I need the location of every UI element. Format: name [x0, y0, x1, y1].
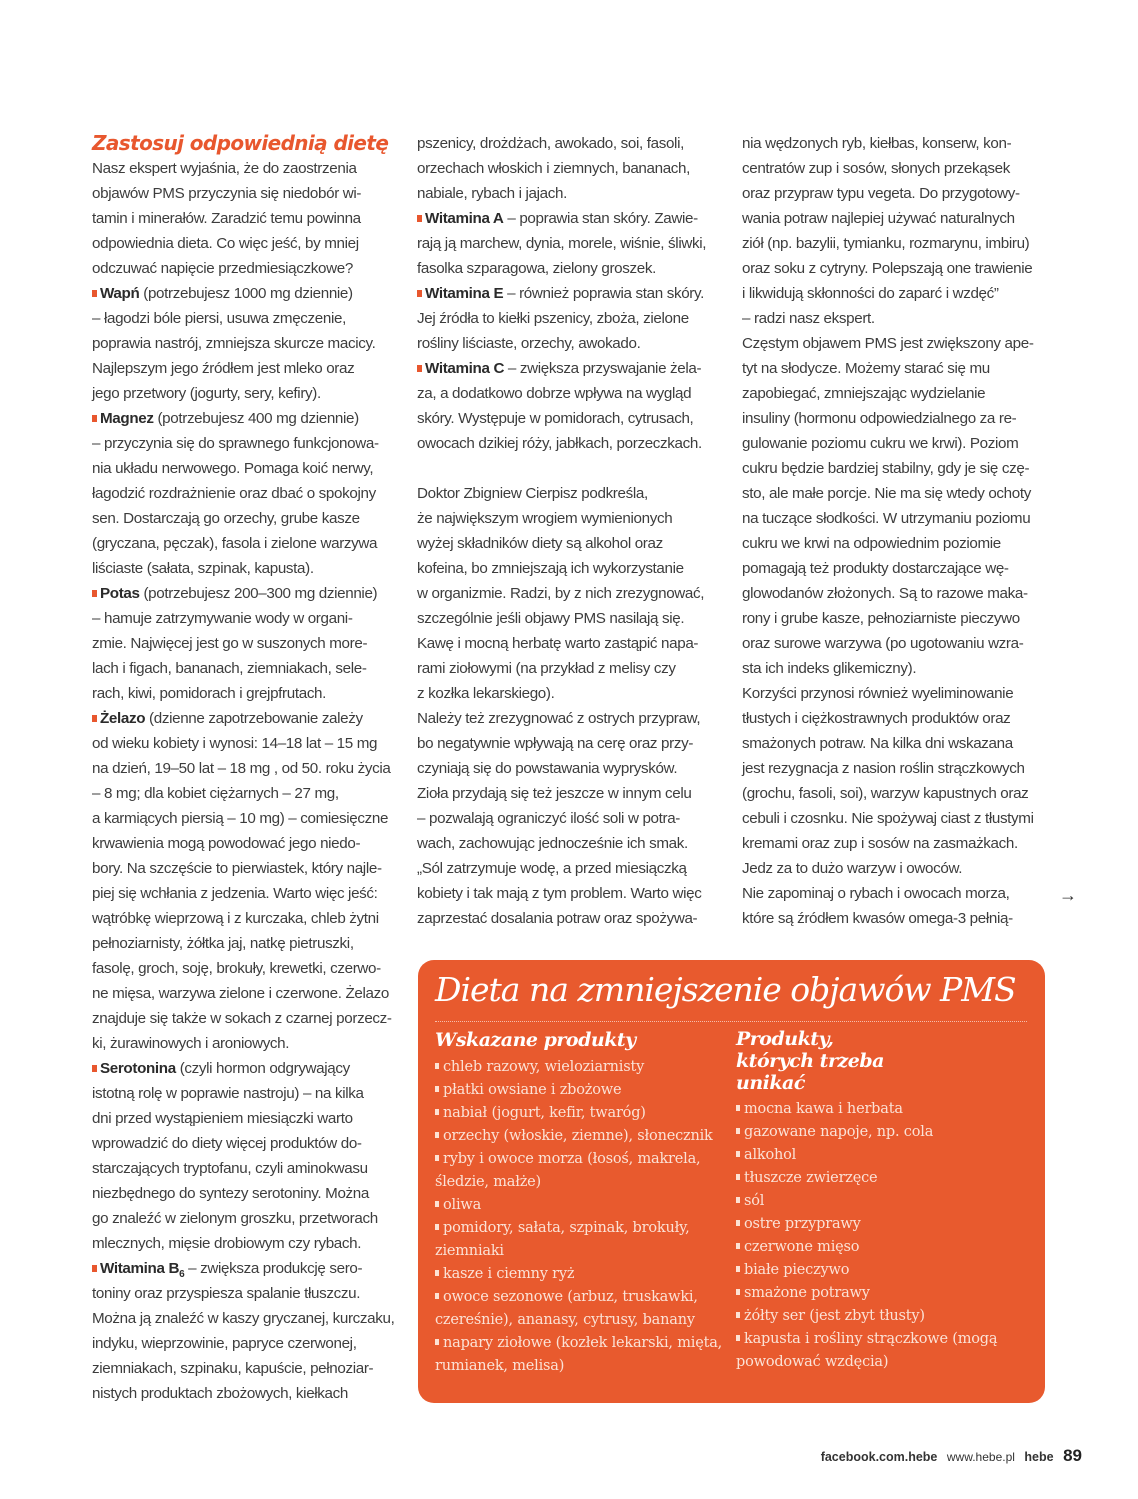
- text-line: dni przed wystąpieniem miesiączki warto: [92, 1110, 353, 1127]
- avoid-heading-line: których trzeba: [736, 1050, 884, 1072]
- text-line: wprowadzić do diety więcej produktów do-: [92, 1135, 362, 1152]
- nutrient-term: Potas: [100, 585, 140, 602]
- column-body: [742, 131, 1052, 931]
- product-label: płatki owsiane i zbożowe: [443, 1082, 622, 1098]
- product-label: chleb razowy, wieloziarnisty: [443, 1059, 645, 1075]
- text-line: z kozłka lekarskiego).: [417, 685, 555, 702]
- product-label: ostre przyprawy: [744, 1216, 861, 1232]
- bullet-icon: [92, 1065, 97, 1072]
- article-column-2: [417, 131, 722, 931]
- nutrient-item: [92, 1256, 402, 1406]
- text-line: jest rezygnacja z nasion roślin strączkowych: [742, 760, 1025, 777]
- product-item: [435, 1102, 725, 1125]
- text-line: cukru we krwi na odpowiednim poziomie: [742, 535, 1001, 552]
- bullet-icon: [435, 1086, 439, 1092]
- item-text: (potrzebujesz 400 mg dziennie): [153, 410, 359, 427]
- product-item: [736, 1282, 1026, 1305]
- text-line: poprawia nastrój, zmniejsza skurcze macicy.: [92, 335, 376, 352]
- product-label: owoce sezonowe (arbuz, truskawki, czereśnie), ananasy, cytrusy, banany: [435, 1289, 698, 1328]
- bullet-icon: [736, 1128, 740, 1134]
- text-line: nistych produktach zbożowych, kiełkach: [92, 1385, 348, 1402]
- text-line: które są źródłem kwasów omega-3 pełnią-: [742, 910, 1013, 927]
- bullet-icon: [736, 1197, 740, 1203]
- bullet-icon: [435, 1224, 439, 1230]
- text-line: fasolę, groch, soję, brokuły, krewetki, czerwo-: [92, 960, 381, 977]
- product-label: kasze i ciemny ryż: [443, 1266, 575, 1282]
- product-item: [435, 1217, 725, 1263]
- text-line: znajduje się także w sokach z czarnej porzecz-: [92, 1010, 392, 1027]
- text-line: ne mięsa, warzywa zielone i czerwone. Żelazo: [92, 985, 389, 1002]
- diet-box: [418, 960, 1045, 1403]
- nutrient-item: [92, 281, 402, 406]
- text-line: od wieku kobiety i wynosi: 14–18 lat – 15 mg: [92, 735, 378, 752]
- text-line: czyniają się do powstawania wyprysków.: [417, 760, 678, 777]
- text-line: jego przetwory (jogurty, sery, kefiry).: [92, 385, 321, 402]
- text-line: (grochu, fasoli, soi), warzyw kapustnych oraz: [742, 785, 1029, 802]
- product-label: sól: [744, 1193, 765, 1209]
- product-item: [435, 1286, 725, 1332]
- item-first-line: [92, 406, 402, 431]
- nutrient-item: [92, 1056, 402, 1256]
- text-line: Najlepszym jego źródłem jest mleko oraz: [92, 360, 355, 377]
- product-label: napary ziołowe (kozłek lekarski, mięta, rumianek, melisa): [435, 1335, 723, 1374]
- item-text: – zwiększa przyswajanie żela-: [504, 360, 702, 377]
- bullet-icon: [92, 290, 97, 297]
- product-label: oliwa: [443, 1197, 482, 1213]
- text-line: na dzień, 19–50 lat – 18 mg , od 50. roku życia: [92, 760, 391, 777]
- recommended-products: [435, 1028, 725, 1378]
- text-line: – 8 mg; dla kobiet ciężarnych – 27 mg,: [92, 785, 339, 802]
- bullet-icon: [736, 1289, 740, 1295]
- product-label: kapusta i rośliny strączkowe (mogą powodować wzdęcia): [736, 1331, 998, 1370]
- brand-name: hebe: [1024, 1450, 1054, 1464]
- text-line: mlecznych, mięsie drobiowym czy rybach.: [92, 1235, 362, 1252]
- text-line: kobiety i tak mają z tym problem. Warto więc: [417, 885, 702, 902]
- page-number: 89: [1063, 1446, 1082, 1465]
- product-item: [736, 1236, 1026, 1259]
- nutrient-item: [92, 706, 402, 1056]
- text-line: objawów PMS przyczynia się niedobór wi-: [92, 185, 362, 202]
- text-line: ziół (np. bazylii, tymianku, rozmarynu, imbiru): [742, 235, 1030, 252]
- nutrient-term: Witamina E: [425, 285, 504, 302]
- text-line: pszenicy, drożdżach, awokado, soi, fasoli,: [417, 135, 684, 152]
- text-line: zaprzestać dosalania potraw oraz spożywa-: [417, 910, 698, 927]
- text-line: wątróbkę wieprzową i z kurczaka, chleb żytni: [92, 910, 379, 927]
- bullet-icon: [435, 1063, 439, 1069]
- product-label: gazowane napoje, np. cola: [744, 1124, 934, 1140]
- text-line: zapobiegać, zmniejszając wydzielanie: [742, 385, 986, 402]
- product-item: [736, 1190, 1026, 1213]
- text-line: fasolka szparagowa, zielony groszek.: [417, 260, 656, 277]
- product-label: nabiał (jogurt, kefir, twaróg): [443, 1105, 646, 1121]
- text-line: Można ją znaleźć w kaszy gryczanej, kurczaku,: [92, 1310, 395, 1327]
- product-item: [435, 1148, 725, 1194]
- bullet-icon: [736, 1243, 740, 1249]
- text-line: istotną rolę w poprawie nastroju) – na kilka: [92, 1085, 364, 1102]
- continue-arrow-icon: →: [1059, 885, 1077, 905]
- text-line: nia układu nerwowego. Pomaga koić nerwy,: [92, 460, 374, 477]
- bullet-icon: [736, 1151, 740, 1157]
- product-item: [435, 1194, 725, 1217]
- text-line: sto, ale małe porcje. Nie ma się wtedy ochoty: [742, 485, 1031, 502]
- text-line: Doktor Zbigniew Cierpisz podkreśla,: [417, 485, 648, 502]
- product-item: [435, 1263, 725, 1286]
- item-first-line: [417, 356, 722, 381]
- product-item: [435, 1056, 725, 1079]
- item-text: (dzienne zapotrzebowanie zależy: [145, 710, 363, 727]
- avoid-heading: [736, 1028, 1026, 1094]
- product-item: [736, 1121, 1026, 1144]
- item-first-line: [92, 706, 402, 731]
- product-label: pomidory, sałata, szpinak, brokuły, ziemniaki: [435, 1220, 690, 1259]
- paragraph: [417, 131, 722, 206]
- nutrient-term: Magnez: [100, 410, 154, 427]
- text-line: orzechach włoskich i ziemnych, bananach,: [417, 160, 691, 177]
- item-first-line: [92, 581, 402, 606]
- nutrient-term: Serotonina: [100, 1060, 176, 1077]
- item-text: (potrzebujesz 1000 mg dziennie): [139, 285, 353, 302]
- nutrient-item: [92, 406, 402, 581]
- text-line: oraz surowe warzywa (po ugotowaniu wzra-: [742, 635, 1024, 652]
- text-line: oraz soku z cytryny. Polepszają one trawienie: [742, 260, 1033, 277]
- nutrient-item: [417, 356, 722, 456]
- text-line: liściaste (sałata, szpinak, kapusta).: [92, 560, 314, 577]
- avoid-products: [736, 1028, 1026, 1374]
- nutrient-item: [417, 281, 722, 356]
- text-line: nia wędzonych ryb, kiełbas, konserw, kon-: [742, 135, 1012, 152]
- product-item: [736, 1144, 1026, 1167]
- text-line: sta ich indeks glikemiczny).: [742, 660, 917, 677]
- text-line: bo negatywnie wpływają na cerę oraz przy-: [417, 735, 694, 752]
- item-first-line: [417, 206, 722, 231]
- article-column-1: [92, 128, 402, 1406]
- text-line: go znaleźć w zielonym groszku, przetworach: [92, 1210, 378, 1227]
- text-line: lach i figach, bananach, ziemniakach, sele-: [92, 660, 367, 677]
- text-line: smażonych potraw. Na kilka dni wskazana: [742, 735, 1013, 752]
- term-subscript: 6: [179, 1269, 185, 1281]
- text-line: Zioła przydają się też jeszcze w innym celu: [417, 785, 692, 802]
- product-label: tłuszcze zwierzęce: [744, 1170, 878, 1186]
- product-item: [736, 1328, 1026, 1374]
- bullet-icon: [736, 1105, 740, 1111]
- item-text: – poprawia stan skóry. Zawie-: [503, 210, 698, 227]
- text-line: Nie zapominaj o rybach i owocach morza,: [742, 885, 1010, 902]
- product-item: [736, 1213, 1026, 1236]
- text-line: a karmiących piersią – 10 mg) – comiesięczne: [92, 810, 389, 827]
- website-link[interactable]: www.hebe.pl: [946, 1450, 1015, 1464]
- text-line: skóry. Występuje w pomidorach, cytrusach,: [417, 410, 694, 427]
- bullet-icon: [417, 215, 422, 222]
- text-line: Częstym objawem PMS jest zwiększony ape-: [742, 335, 1034, 352]
- nutrient-term: Witamina B: [100, 1260, 180, 1277]
- bullet-icon: [417, 290, 422, 297]
- product-label: czerwone mięso: [744, 1239, 860, 1255]
- facebook-link[interactable]: facebook.com.hebe: [820, 1450, 938, 1464]
- text-line: Jedz za to dużo warzyw i owoców.: [742, 860, 963, 877]
- product-label: mocna kawa i herbata: [744, 1101, 903, 1117]
- text-line: że największym wrogiem wymienionych: [417, 510, 673, 527]
- text-line: Należy też zrezygnować z ostrych przypraw,: [417, 710, 701, 727]
- paragraph: [742, 131, 1052, 931]
- text-line: pomagają też produkty dostarczające wę-: [742, 560, 1009, 577]
- text-line: – hamuje zatrzymywanie wody w organi-: [92, 610, 353, 627]
- text-line: insuliny (hormonu odpowiedzialnego za re-: [742, 410, 1017, 427]
- text-line: – przyczynia się do sprawnego funkcjonowa-: [92, 435, 379, 452]
- item-text: – również poprawia stan skóry.: [503, 285, 704, 302]
- text-line: „Sól zatrzymuje wodę, a przed miesiączką: [417, 860, 687, 877]
- text-line: krwawienia mogą powodować jego niedo-: [92, 835, 361, 852]
- text-line: cukru będzie bardziej stabilny, gdy je się czę-: [742, 460, 1030, 477]
- product-item: [435, 1079, 725, 1102]
- product-item: [736, 1167, 1026, 1190]
- column-body: [92, 156, 402, 1406]
- product-label: orzechy (włoskie, ziemne), słonecznik: [443, 1128, 713, 1144]
- product-label: białe pieczywo: [744, 1262, 850, 1278]
- product-label: ryby i owoce morza (łosoś, makrela, śledzie, małże): [435, 1151, 701, 1190]
- bullet-icon: [435, 1132, 439, 1138]
- bullet-icon: [92, 590, 97, 597]
- item-text: (potrzebujesz 200–300 mg dziennie): [139, 585, 378, 602]
- text-line: – radzi nasz ekspert.: [742, 310, 875, 327]
- item-first-line: [92, 281, 402, 306]
- text-line: tamin i minerałów. Zaradzić temu powinna: [92, 210, 361, 227]
- article-column-3: [742, 131, 1052, 931]
- text-line: nabiale, rybach i jajach.: [417, 185, 567, 202]
- recommended-heading: Wskazane produkty: [435, 1029, 636, 1051]
- text-line: owocach dzikiej róży, jabłkach, porzeczkach.: [417, 435, 702, 452]
- text-line: – łagodzi bóle piersi, usuwa zmęczenie,: [92, 310, 346, 327]
- text-line: wach, zachowując jednocześnie ich smak.: [417, 835, 688, 852]
- product-item: [736, 1259, 1026, 1282]
- text-line: centratów zup i sosów, słonych przekąsek: [742, 160, 1010, 177]
- bullet-icon: [92, 415, 97, 422]
- product-item: [435, 1125, 725, 1148]
- paragraph-gap: [417, 456, 722, 481]
- nutrient-term: Wapń: [100, 285, 140, 302]
- text-line: wyżej składników diety są alkohol oraz: [417, 535, 663, 552]
- text-line: sen. Dostarczają go orzechy, grube kasze: [92, 510, 360, 527]
- nutrient-term: Witamina C: [425, 360, 505, 377]
- bullet-icon: [736, 1220, 740, 1226]
- text-line: pełnoziarnisty, żółtka jaj, natkę pietruszki,: [92, 935, 354, 952]
- bullet-icon: [435, 1293, 439, 1299]
- text-line: glowodanów złożonych. Są to razowe maka-: [742, 585, 1028, 602]
- text-line: niezbędnego do syntezy serotoniny. Można: [92, 1185, 369, 1202]
- text-line: tłustych i ciężkostrawnych produktów oraz: [742, 710, 1011, 727]
- text-line: ki, żurawinowych i aroniowych.: [92, 1035, 290, 1052]
- recommended-list: [435, 1056, 725, 1378]
- text-line: indyku, wieprzowinie, papryce czerwonej,: [92, 1335, 357, 1352]
- text-line: wania potraw najlepiej używać naturalnych: [742, 210, 1015, 227]
- text-line: kremami oraz zup i sosów na zasmażkach.: [742, 835, 1018, 852]
- nutrient-term: Żelazo: [100, 710, 146, 727]
- nutrient-item: [417, 206, 722, 281]
- bullet-icon: [435, 1109, 439, 1115]
- text-line: cebuli i czosnku. Nie spożywaj ciast z tłustymi: [742, 810, 1034, 827]
- paragraph: [92, 156, 402, 281]
- text-line: kofeina, bo zmniejszają ich wykorzystanie: [417, 560, 684, 577]
- text-line: zmie. Najwięcej jest go w suszonych more-: [92, 635, 368, 652]
- product-item: [736, 1305, 1026, 1328]
- nutrient-item: [92, 581, 402, 706]
- avoid-list: [736, 1098, 1026, 1374]
- text-line: – pozwalają ograniczyć ilość soli w potra-: [417, 810, 681, 827]
- bullet-icon: [736, 1335, 740, 1341]
- text-line: łagodzić rozdrażnienie oraz dbać o spokojny: [92, 485, 376, 502]
- item-first-line: [417, 281, 722, 306]
- bullet-icon: [736, 1266, 740, 1272]
- text-line: rają ją marchew, dynia, morele, wiśnie, śliwki,: [417, 235, 707, 252]
- text-line: gulowanie poziomu cukru we krwi). Poziom: [742, 435, 1019, 452]
- product-label: smażone potrawy: [744, 1285, 870, 1301]
- bullet-icon: [435, 1155, 439, 1161]
- item-first-line: [92, 1256, 402, 1281]
- box-title: Dieta na zmniejszenie objawów PMS: [435, 970, 1016, 1009]
- text-line: rach, kiwi, pomidorach i grejpfrutach.: [92, 685, 327, 702]
- text-line: odczuwać napięcie przedmiesiączkowe?: [92, 260, 353, 277]
- text-line: piej się wchłania z jedzenia. Warto więc jeść:: [92, 885, 378, 902]
- paragraph: [417, 481, 722, 931]
- text-line: tyt na słodycze. Możemy starać się mu: [742, 360, 990, 377]
- text-line: ziemniakach, szpinaku, kapuście, pełnoziar-: [92, 1360, 374, 1377]
- text-line: na tuczące słodkości. W utrzymaniu poziomu: [742, 510, 1031, 527]
- text-line: Kawę i mocną herbatę warto zastąpić napa-: [417, 635, 699, 652]
- item-text: – zwiększa produkcję sero-: [184, 1260, 363, 1277]
- text-line: (gryczana, pęczak), fasola i zielone warzywa: [92, 535, 378, 552]
- bullet-icon: [736, 1174, 740, 1180]
- bullet-icon: [736, 1312, 740, 1318]
- text-line: rony i grube kasze, pełnoziarniste pieczywo: [742, 610, 1020, 627]
- text-line: rami ziołowymi (na przykład z melisy czy: [417, 660, 676, 677]
- text-line: i likwidują skłonności do zaparć i wzdęć”: [742, 285, 999, 302]
- bullet-icon: [92, 1265, 97, 1272]
- article-heading: Zastosuj odpowiednią dietę: [92, 131, 389, 155]
- avoid-heading-line: unikać: [736, 1072, 805, 1094]
- text-line: za, a dodatkowo dobrze wpływa na wygląd: [417, 385, 692, 402]
- bullet-icon: [435, 1339, 439, 1345]
- text-line: bory. Na szczęście to pierwiastek, który najle-: [92, 860, 382, 877]
- text-line: toniny oraz przyspiesza spalanie tłuszczu.: [92, 1285, 361, 1302]
- text-line: odpowiednia dieta. Co więc jeść, by mniej: [92, 235, 359, 252]
- text-line: Korzyści przynosi również wyeliminowanie: [742, 685, 1014, 702]
- text-line: szczególnie jeśli objawy PMS nasilają się.: [417, 610, 685, 627]
- box-divider: [435, 1021, 1027, 1022]
- product-label: alkohol: [744, 1147, 797, 1163]
- product-item: [736, 1098, 1026, 1121]
- bullet-icon: [417, 365, 422, 372]
- text-line: oraz przypraw typu vegeta. Do przygotowy-: [742, 185, 1020, 202]
- avoid-heading-line: Produkty,: [736, 1028, 834, 1050]
- item-first-line: [92, 1056, 402, 1081]
- product-item: [435, 1332, 725, 1378]
- page-footer: [821, 1446, 1082, 1466]
- product-label: żółty ser (jest zbyt tłusty): [744, 1308, 925, 1324]
- text-line: w organizmie. Radzi, by z nich zrezygnować,: [417, 585, 705, 602]
- item-text: (czyli hormon odgrywający: [175, 1060, 350, 1077]
- text-line: rośliny liściaste, orzechy, awokado.: [417, 335, 641, 352]
- nutrient-term: Witamina A: [425, 210, 504, 227]
- bullet-icon: [435, 1270, 439, 1276]
- text-line: Jej źródła to kiełki pszenicy, zboża, zielone: [417, 310, 689, 327]
- column-body: [417, 131, 722, 931]
- text-line: starczających tryptofanu, czyli aminokwasu: [92, 1160, 368, 1177]
- bullet-icon: [435, 1201, 439, 1207]
- text-line: Nasz ekspert wyjaśnia, że do zaostrzenia: [92, 160, 357, 177]
- bullet-icon: [92, 715, 97, 722]
